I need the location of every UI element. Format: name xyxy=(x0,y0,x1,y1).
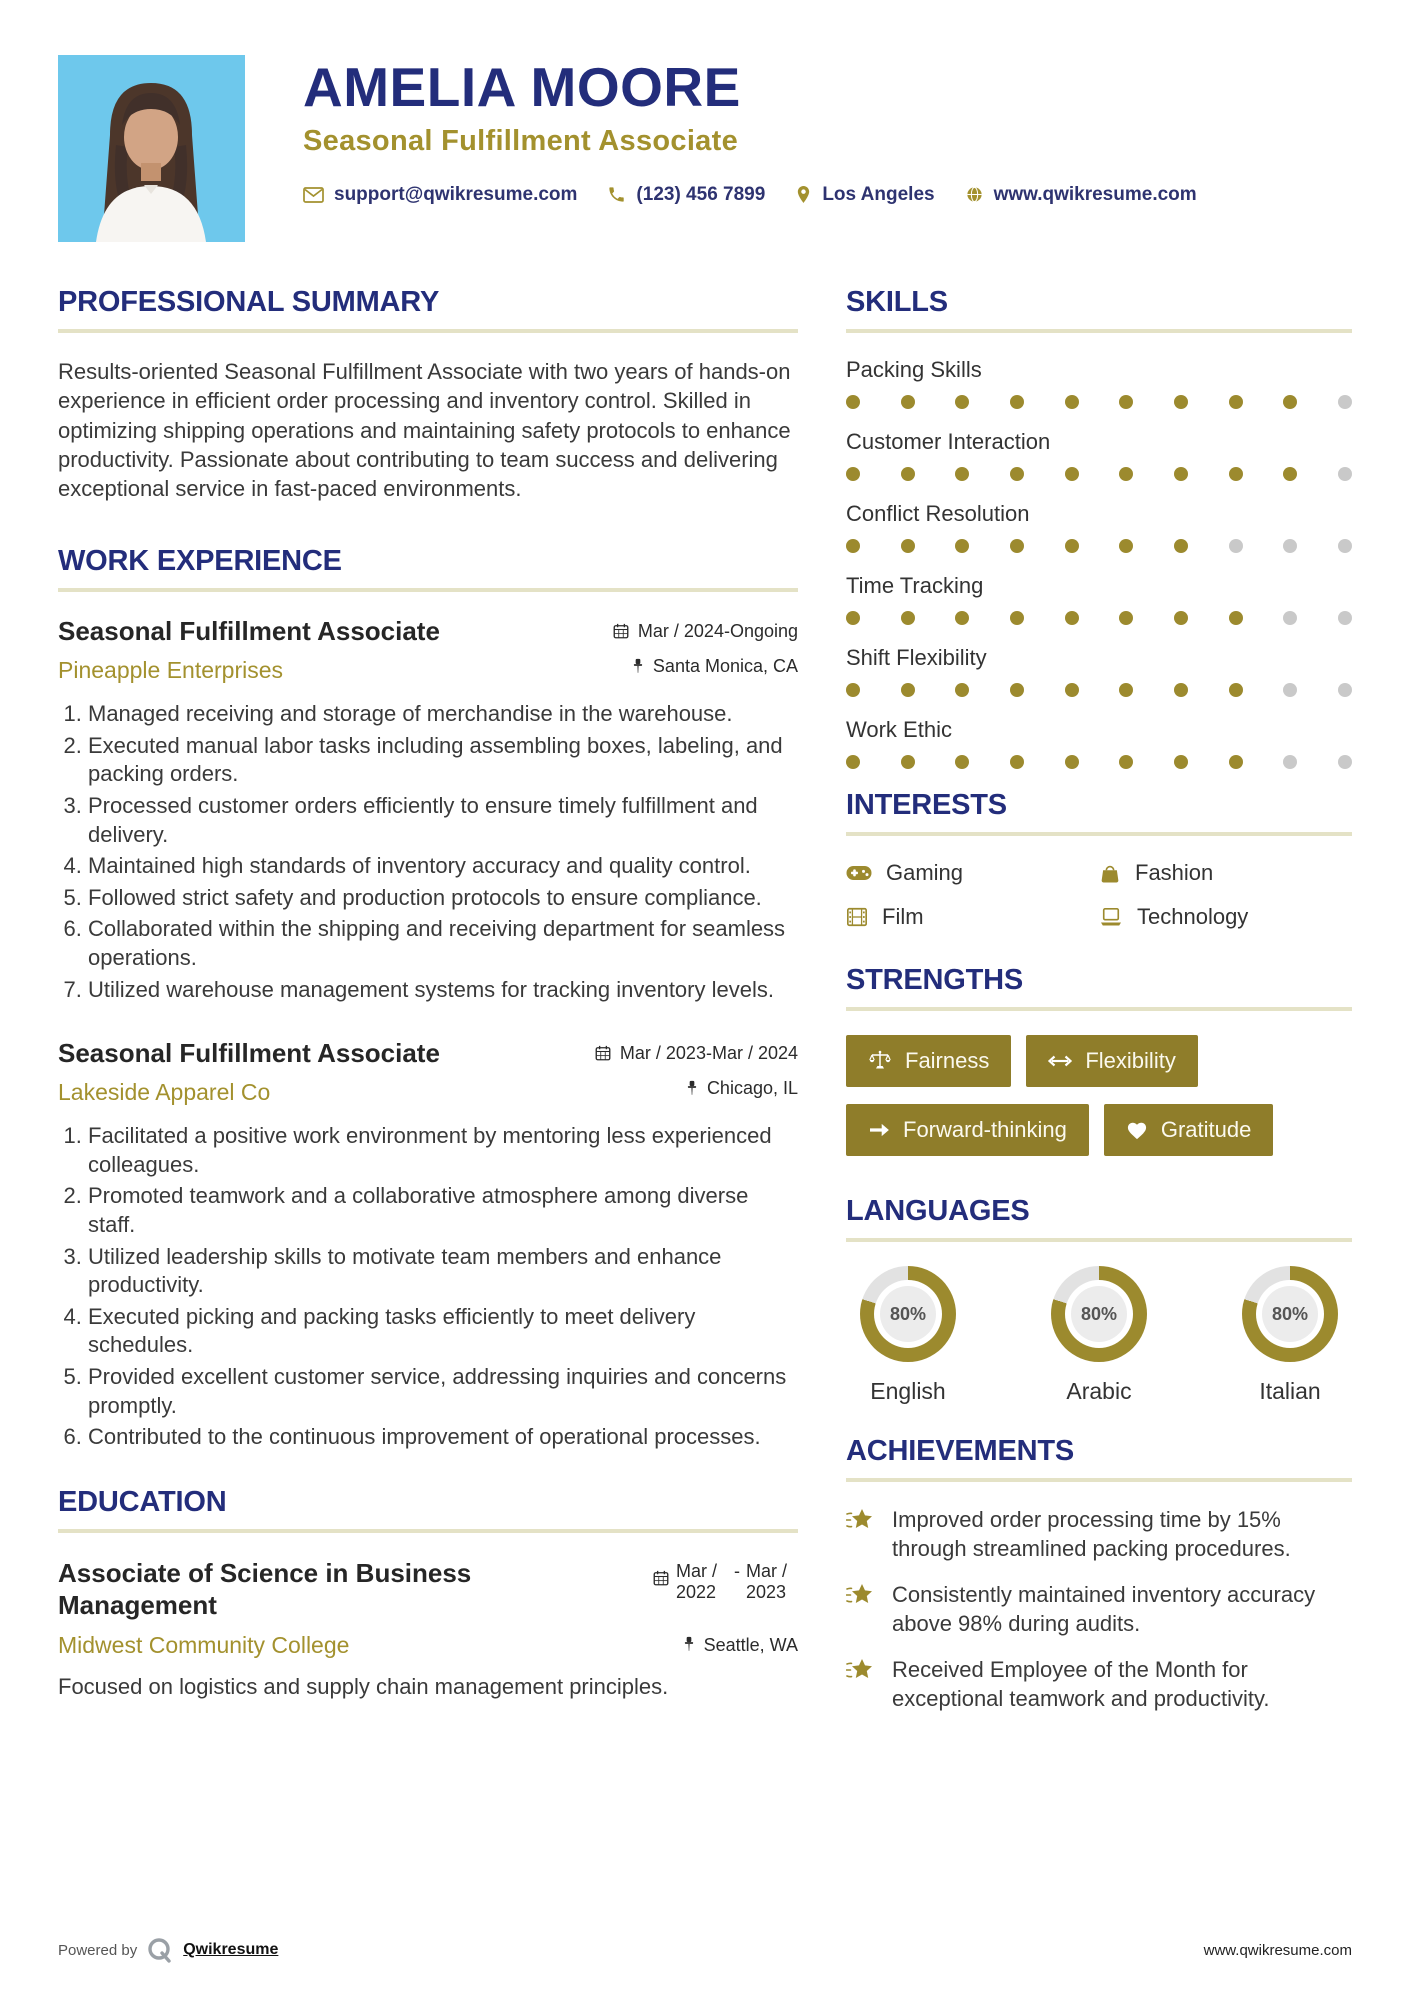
skill-dot xyxy=(955,539,969,553)
skill-dot xyxy=(1119,683,1133,697)
language-percent: 80% xyxy=(1071,1286,1127,1342)
language-item xyxy=(1242,1266,1338,1405)
job-bullet: 3. Utilized leadership skills to motivate team members and enhance productivity. xyxy=(88,1243,798,1300)
strength-badge-flexibility xyxy=(1026,1035,1197,1087)
achievement-item xyxy=(846,1656,1352,1713)
footer xyxy=(58,1936,1352,1964)
star-icon xyxy=(846,1583,876,1609)
skill-dot xyxy=(1010,467,1024,481)
skill-dot xyxy=(1174,539,1188,553)
languages-list xyxy=(846,1266,1352,1405)
achievement-item xyxy=(846,1581,1352,1638)
phone-icon xyxy=(607,185,626,204)
section-divider xyxy=(846,1238,1352,1242)
skill-dot xyxy=(1283,611,1297,625)
language-name: English xyxy=(870,1378,946,1404)
skill-dot xyxy=(1283,539,1297,553)
skill-dot xyxy=(955,683,969,697)
skill-dot xyxy=(955,395,969,409)
skills-heading: SKILLS xyxy=(846,286,948,318)
powered-by-label: Powered by xyxy=(58,1941,138,1959)
skill-dot xyxy=(901,755,915,769)
skill-dot xyxy=(1065,611,1079,625)
job-location-text: Santa Monica, CA xyxy=(652,656,798,677)
job-bullet-list xyxy=(58,1122,798,1452)
strength-badge-forward-thinking xyxy=(846,1104,1089,1156)
skill-name: Work Ethic xyxy=(846,717,952,742)
skill-dot xyxy=(1065,395,1079,409)
language-item xyxy=(1051,1266,1147,1405)
job-bullet: 7. Utilized warehouse management systems for tracking inventory levels. xyxy=(88,976,798,1005)
skill-dot xyxy=(955,611,969,625)
skill-dot xyxy=(1338,755,1352,769)
section-divider xyxy=(846,1007,1352,1011)
skill-dot xyxy=(1229,467,1243,481)
star-icon xyxy=(846,1658,876,1684)
language-donut-chart xyxy=(1242,1266,1338,1362)
education-date-start: Mar / 2022 xyxy=(676,1560,718,1603)
pushpin-icon xyxy=(685,1080,699,1098)
contact-website[interactable] xyxy=(965,184,1197,206)
skill-dot xyxy=(1338,539,1352,553)
skill-dot xyxy=(1065,467,1079,481)
skill-dot xyxy=(1119,395,1133,409)
interests-grid xyxy=(846,860,1352,930)
interest-item xyxy=(1099,860,1352,886)
skill-rating xyxy=(846,683,1352,697)
job-date xyxy=(612,621,798,642)
skill-name: Conflict Resolution xyxy=(846,501,1030,526)
degree-title: Associate of Science in Business Management xyxy=(58,1557,472,1621)
email-text: support@qwikresume.com xyxy=(334,183,578,205)
job-date-text: Mar / 2023-Mar / 2024 xyxy=(619,1042,798,1063)
interest-label: Film xyxy=(882,904,924,929)
job-title: Seasonal Fulfillment Associate xyxy=(58,616,440,647)
job-bullet: 3. Processed customer orders efficiently to ensure timely fulfillment and delivery. xyxy=(88,792,798,849)
skill-dot xyxy=(1119,611,1133,625)
skill-dot xyxy=(1119,539,1133,553)
strength-label: Gratitude xyxy=(1160,1117,1252,1142)
skill-dot xyxy=(1174,395,1188,409)
education-location xyxy=(682,1635,798,1656)
skill-dot xyxy=(901,683,915,697)
section-divider xyxy=(58,1529,798,1533)
languages-heading: LANGUAGES xyxy=(846,1195,1030,1227)
globe-icon xyxy=(965,185,984,204)
skill-dot xyxy=(846,611,860,625)
strength-badge-fairness xyxy=(846,1035,1011,1087)
skill-dot xyxy=(1174,683,1188,697)
skill-row xyxy=(846,645,1352,697)
job-location-text: Chicago, IL xyxy=(706,1078,798,1099)
skill-dot xyxy=(1174,611,1188,625)
achievement-item xyxy=(846,1506,1352,1563)
footer-website: www.qwikresume.com xyxy=(1203,1941,1352,1959)
language-donut-chart xyxy=(860,1266,956,1362)
achievement-text: Improved order processing time by 15% through streamlined packing procedures. xyxy=(892,1507,1291,1561)
skill-dot xyxy=(1065,755,1079,769)
skill-row xyxy=(846,357,1352,409)
job-bullet: 2. Promoted teamwork and a collaborative atmosphere among diverse staff. xyxy=(88,1182,798,1239)
calendar-icon xyxy=(612,622,630,640)
section-divider xyxy=(846,329,1352,333)
skill-dot xyxy=(1338,611,1352,625)
job-date xyxy=(594,1043,798,1064)
job-date-text: Mar / 2024-Ongoing xyxy=(637,620,798,641)
skill-dot xyxy=(1229,611,1243,625)
strength-label: Forward-thinking xyxy=(903,1117,1067,1142)
skill-rating xyxy=(846,611,1352,625)
skill-dot xyxy=(846,467,860,481)
skill-dot xyxy=(901,611,915,625)
skill-dot xyxy=(1010,611,1024,625)
qwikresume-link[interactable]: Qwikresume xyxy=(183,1941,279,1958)
interests-heading: INTERESTS xyxy=(846,789,1007,821)
section-divider xyxy=(58,329,798,333)
skill-dot xyxy=(955,467,969,481)
interest-label: Technology xyxy=(1137,904,1249,929)
work-heading: WORK EXPERIENCE xyxy=(58,545,342,578)
location-pin-icon xyxy=(795,184,812,205)
skill-row xyxy=(846,573,1352,625)
skill-dot xyxy=(1010,683,1024,697)
school-name: Midwest Community College xyxy=(58,1631,350,1658)
skill-dot xyxy=(1229,395,1243,409)
education-date-end: Mar / 2023 xyxy=(746,1560,788,1603)
portrait-illustration xyxy=(58,55,245,242)
envelope-icon xyxy=(303,187,324,203)
skill-dot xyxy=(846,755,860,769)
main-content xyxy=(0,242,1407,1732)
language-donut-chart xyxy=(1051,1266,1147,1362)
skill-dot xyxy=(1065,683,1079,697)
skill-name: Time Tracking xyxy=(846,573,984,598)
skill-name: Shift Flexibility xyxy=(846,645,987,670)
interest-item xyxy=(846,860,1099,886)
language-name: Arabic xyxy=(1066,1378,1132,1404)
interest-label: Gaming xyxy=(886,860,964,885)
job-location xyxy=(685,1078,798,1099)
job-bullet: 2. Executed manual labor tasks including assembling boxes, labeling, and packing orders. xyxy=(88,732,798,789)
job-entry xyxy=(58,1038,798,1452)
job-bullet: 4. Maintained high standards of inventory accuracy and quality control. xyxy=(88,852,798,881)
skill-rating xyxy=(846,539,1352,553)
achievement-text: Consistently maintained inventory accuracy above 98% during audits. xyxy=(892,1582,1316,1636)
contact-phone[interactable] xyxy=(607,184,765,206)
skill-dot xyxy=(1065,539,1079,553)
skill-dot xyxy=(1338,683,1352,697)
person-name: AMELIA MOORE xyxy=(303,56,741,118)
language-percent: 80% xyxy=(880,1286,936,1342)
contact-email[interactable] xyxy=(303,184,577,206)
location-text: Los Angeles xyxy=(822,183,935,205)
calendar-icon xyxy=(652,1569,670,1587)
job-bullet: 5. Provided excellent customer service, addressing inquiries and concerns promptly. xyxy=(88,1363,798,1420)
job-company: Pineapple Enterprises xyxy=(58,657,284,684)
skill-dot xyxy=(901,395,915,409)
skill-dot xyxy=(846,395,860,409)
strengths-list xyxy=(846,1035,1352,1173)
skill-rating xyxy=(846,395,1352,409)
skill-row xyxy=(846,717,1352,769)
gamepad-icon xyxy=(846,864,872,882)
laptop-icon xyxy=(1099,907,1123,927)
person-job-title: Seasonal Fulfillment Associate xyxy=(303,124,738,157)
skill-dot xyxy=(1338,395,1352,409)
education-description: Focused on logistics and supply chain management principles. xyxy=(58,1673,669,1699)
heart-icon xyxy=(1126,1120,1148,1140)
skill-dot xyxy=(1119,755,1133,769)
contact-location xyxy=(795,184,934,206)
website-text: www.qwikresume.com xyxy=(993,183,1197,205)
skill-row xyxy=(846,429,1352,481)
job-bullet: 6. Contributed to the continuous improvement of operational processes. xyxy=(88,1423,798,1452)
skill-dot xyxy=(1283,683,1297,697)
skill-dot xyxy=(1229,683,1243,697)
profile-photo xyxy=(58,55,245,242)
calendar-icon xyxy=(594,1044,612,1062)
skill-dot xyxy=(1010,755,1024,769)
right-arrow-icon xyxy=(868,1121,890,1139)
qwikresume-logo xyxy=(146,1936,174,1964)
education-date-separator: - xyxy=(734,1560,740,1581)
skill-rating xyxy=(846,755,1352,769)
header xyxy=(0,0,1407,242)
skill-dot xyxy=(1174,467,1188,481)
section-divider xyxy=(846,1478,1352,1482)
skill-dot xyxy=(901,539,915,553)
job-bullet-list xyxy=(58,700,798,1004)
skill-dot xyxy=(1229,539,1243,553)
interest-item xyxy=(846,904,1099,930)
skill-dot xyxy=(1174,755,1188,769)
skill-dot xyxy=(846,539,860,553)
strength-label: Fairness xyxy=(905,1048,990,1073)
skill-name: Packing Skills xyxy=(846,357,982,382)
pushpin-icon xyxy=(631,658,645,676)
job-title: Seasonal Fulfillment Associate xyxy=(58,1038,440,1069)
skill-dot xyxy=(1283,467,1297,481)
strength-label: Flexibility xyxy=(1085,1048,1176,1073)
skill-dot xyxy=(846,683,860,697)
skill-dot xyxy=(955,755,969,769)
handbag-icon xyxy=(1099,862,1121,884)
job-bullet: 5. Followed strict safety and production protocols to ensure compliance. xyxy=(88,884,798,913)
section-divider xyxy=(846,832,1352,836)
contact-row xyxy=(303,184,1197,206)
skill-dot xyxy=(1283,395,1297,409)
interest-label: Fashion xyxy=(1135,860,1214,885)
job-bullet: 6. Collaborated within the shipping and receiving department for seamless operations. xyxy=(88,915,798,972)
achievements-heading: ACHIEVEMENTS xyxy=(846,1435,1075,1467)
language-name: Italian xyxy=(1259,1378,1321,1404)
summary-heading: PROFESSIONAL SUMMARY xyxy=(58,286,440,318)
skill-dot xyxy=(1283,755,1297,769)
skill-row xyxy=(846,501,1352,553)
strengths-heading: STRENGTHS xyxy=(846,964,1024,996)
job-entry xyxy=(58,616,798,1004)
skill-dot xyxy=(1010,539,1024,553)
language-percent: 80% xyxy=(1262,1286,1318,1342)
phone-text: (123) 456 7899 xyxy=(636,183,766,205)
job-bullet: 1. Facilitated a positive work environment by mentoring less experienced colleagues. xyxy=(88,1122,798,1179)
right-column xyxy=(846,286,1352,1732)
skill-dot xyxy=(1229,755,1243,769)
scales-icon xyxy=(868,1049,892,1073)
summary-text: Results-oriented Seasonal Fulfillment Associate with two years of hands-on experience in efficient order processing and inventory control. Skilled in optimizing shipping operations and maintaining safety protocols to enhance productivity. Passionate about contributing to team success and delivering exceptional service in fast-paced environments. xyxy=(58,359,791,501)
achievement-text: Received Employee of the Month for exceptional teamwork and productivity. xyxy=(892,1657,1270,1711)
section-divider xyxy=(58,588,798,592)
left-right-arrow-icon xyxy=(1048,1053,1072,1069)
job-bullet: 1. Managed receiving and storage of merchandise in the warehouse. xyxy=(88,700,798,729)
strength-badge-gratitude xyxy=(1104,1104,1274,1156)
job-bullet: 4. Executed picking and packing tasks efficiently to meet delivery schedules. xyxy=(88,1303,798,1360)
skill-dot xyxy=(1338,467,1352,481)
job-location xyxy=(631,656,798,677)
skill-dot xyxy=(1010,395,1024,409)
skill-name: Customer Interaction xyxy=(846,429,1051,454)
education-heading: EDUCATION xyxy=(58,1485,227,1518)
left-column xyxy=(58,286,798,1701)
skill-dot xyxy=(1119,467,1133,481)
language-item xyxy=(860,1266,956,1405)
film-icon xyxy=(846,906,868,928)
job-company: Lakeside Apparel Co xyxy=(58,1079,271,1106)
star-icon xyxy=(846,1508,876,1534)
interest-item xyxy=(1099,904,1352,930)
education-date xyxy=(652,1557,798,1622)
skill-rating xyxy=(846,467,1352,481)
skill-dot xyxy=(901,467,915,481)
pushpin-icon xyxy=(682,1636,696,1654)
education-location-text: Seattle, WA xyxy=(703,1634,798,1655)
